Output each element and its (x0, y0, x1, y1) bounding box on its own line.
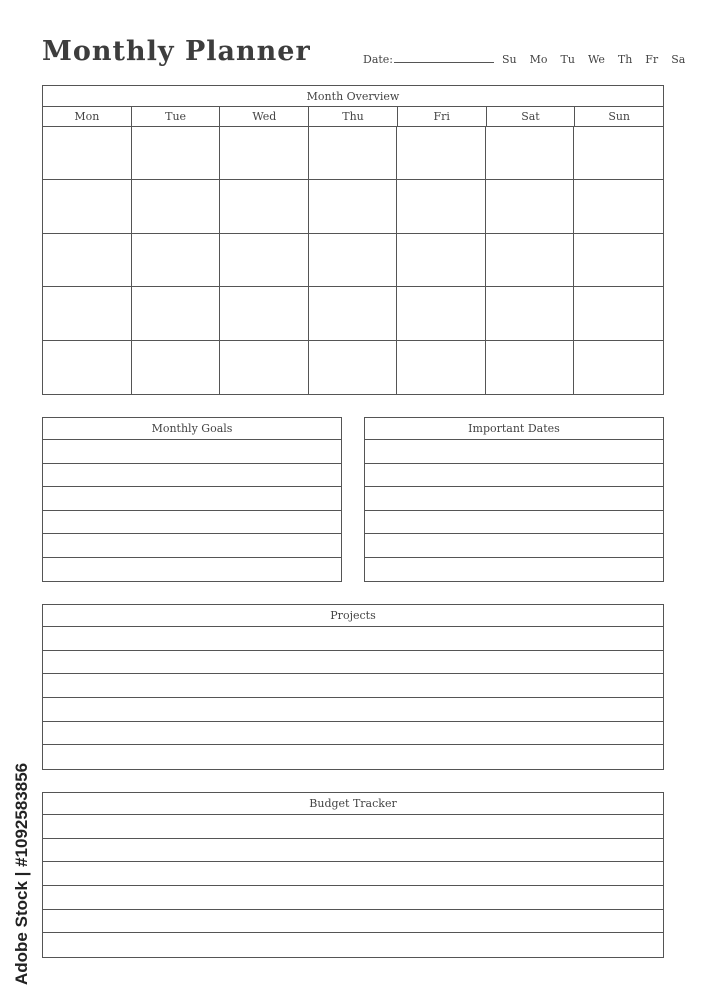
day-we[interactable]: We (587, 53, 605, 66)
weekday-header-row (43, 107, 663, 127)
day-tu[interactable]: Tu (560, 53, 575, 66)
writing-line[interactable] (43, 862, 663, 886)
writing-line[interactable] (365, 534, 663, 558)
calendar-day-cell[interactable] (132, 127, 221, 180)
calendar-day-cell[interactable] (397, 127, 486, 180)
calendar-day-cell[interactable] (397, 180, 486, 233)
calendar-day-cell[interactable] (220, 287, 309, 340)
writing-line[interactable] (43, 910, 663, 934)
writing-line[interactable] (43, 745, 663, 768)
writing-line[interactable] (43, 933, 663, 956)
calendar-day-cell[interactable] (397, 234, 486, 287)
calendar-day-cell[interactable] (220, 234, 309, 287)
weekday-sun: Sun (608, 110, 631, 123)
weekday-sat: Sat (487, 107, 576, 126)
calendar-day-cell[interactable] (574, 180, 663, 233)
writing-line[interactable] (365, 511, 663, 535)
writing-line[interactable] (43, 815, 663, 839)
calendar-day-cell[interactable] (220, 180, 309, 233)
calendar-day-cell[interactable] (220, 127, 309, 180)
writing-line[interactable] (365, 558, 663, 581)
writing-line[interactable] (43, 651, 663, 675)
day-th[interactable]: Th (617, 53, 633, 66)
calendar-day-cell[interactable] (486, 341, 575, 394)
weekday-thu: Thu (309, 107, 398, 126)
writing-line[interactable] (43, 698, 663, 722)
calendar-day-cell[interactable] (574, 287, 663, 340)
writing-line[interactable] (43, 487, 341, 511)
calendar-day-cell[interactable] (132, 180, 221, 233)
projects-title: Projects (43, 605, 663, 627)
writing-line[interactable] (43, 534, 341, 558)
projects-box (42, 604, 664, 770)
writing-line[interactable] (43, 886, 663, 910)
writing-line[interactable] (43, 440, 341, 464)
calendar-day-cell[interactable] (132, 287, 221, 340)
stock-watermark: Adobe Stock | #1092583856 (12, 762, 31, 985)
calendar-day-cell[interactable] (43, 180, 132, 233)
writing-line[interactable] (365, 487, 663, 511)
writing-line[interactable] (365, 464, 663, 488)
calendar-day-cell[interactable] (309, 127, 398, 180)
important-dates-lines (365, 440, 663, 580)
important-dates-title: Important Dates (365, 418, 663, 440)
calendar-day-cell[interactable] (486, 180, 575, 233)
calendar-day-cell[interactable] (574, 127, 663, 180)
date-label: Date: (363, 53, 394, 66)
calendar-day-cell[interactable] (43, 127, 132, 180)
writing-line[interactable] (43, 511, 341, 535)
weekday-wed: Wed (220, 107, 309, 126)
calendar-day-cell[interactable] (397, 287, 486, 340)
budget-tracker-lines (43, 815, 663, 956)
monthly-goals-box (42, 417, 342, 582)
day-sa[interactable]: Sa (671, 53, 686, 66)
calendar-day-cell[interactable] (132, 341, 221, 394)
important-dates-box (364, 417, 664, 582)
calendar-day-cell[interactable] (43, 341, 132, 394)
budget-tracker-title: Budget Tracker (43, 793, 663, 815)
writing-line[interactable] (365, 440, 663, 464)
page-title: Monthly Planner (42, 36, 311, 67)
calendar-day-cell[interactable] (486, 234, 575, 287)
calendar-day-cell[interactable] (574, 341, 663, 394)
writing-line[interactable] (43, 627, 663, 651)
month-overview-box (42, 85, 664, 395)
calendar-day-cell[interactable] (309, 287, 398, 340)
calendar-day-cell[interactable] (486, 287, 575, 340)
day-mo[interactable]: Mo (529, 53, 548, 66)
monthly-goals-title: Monthly Goals (43, 418, 341, 440)
calendar-day-cell[interactable] (43, 234, 132, 287)
calendar-day-cell[interactable] (309, 234, 398, 287)
weekday-fri: Fri (398, 107, 487, 126)
calendar-day-cell[interactable] (574, 234, 663, 287)
calendar-day-cell[interactable] (220, 341, 309, 394)
day-fr[interactable]: Fr (645, 53, 659, 66)
calendar-day-cell[interactable] (486, 127, 575, 180)
writing-line[interactable] (43, 674, 663, 698)
weekday-mon: Mon (43, 107, 132, 126)
day-checklist (502, 53, 685, 66)
writing-line[interactable] (43, 558, 341, 581)
date-area (363, 52, 685, 66)
writing-line[interactable] (43, 839, 663, 863)
calendar-day-cell[interactable] (309, 341, 398, 394)
calendar-day-cell[interactable] (132, 234, 221, 287)
monthly-goals-lines (43, 440, 341, 580)
weekday-tue: Tue (132, 107, 221, 126)
date-field[interactable] (394, 52, 494, 63)
projects-lines (43, 627, 663, 768)
calendar-day-cell[interactable] (43, 287, 132, 340)
writing-line[interactable] (43, 722, 663, 746)
writing-line[interactable] (43, 464, 341, 488)
budget-tracker-box (42, 792, 664, 958)
calendar-grid (43, 127, 663, 394)
month-overview-title: Month Overview (43, 86, 663, 107)
calendar-day-cell[interactable] (309, 180, 398, 233)
calendar-day-cell[interactable] (397, 341, 486, 394)
day-su[interactable]: Su (502, 53, 517, 66)
